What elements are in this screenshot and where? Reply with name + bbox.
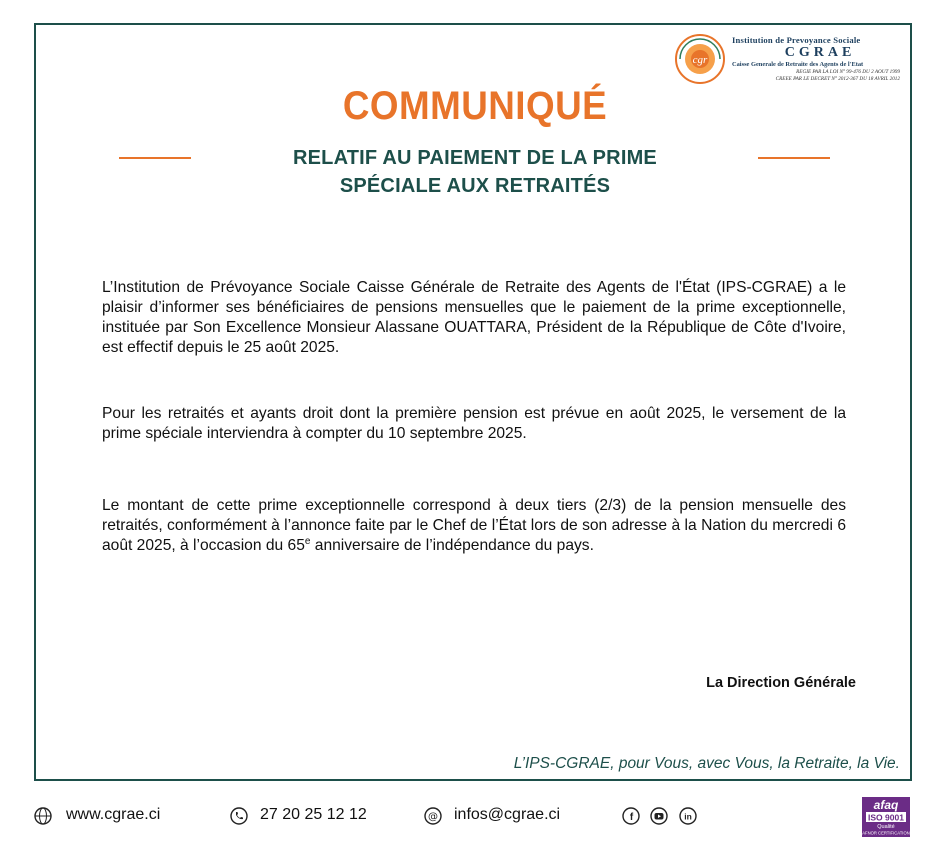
phone-icon: [230, 807, 248, 825]
facebook-icon[interactable]: [622, 807, 640, 825]
paragraph-intro: L’Institution de Prévoyance Sociale Caisse Générale de Retraite des Agents de l'État (IPS-CGRAE) a le plaisir d’informer ses bénéficiaires de pensions mensuelles que le paiement de la prime exceptionnelle, instituée par Son Excellence Monsieur Alassane OUATTARA, Président de la République de Côte d'Ivoire, est effectif depuis le 25 août 2025.: [102, 279, 846, 356]
signature: La Direction Générale: [706, 675, 856, 691]
afaq-iso-label: ISO 9001: [868, 812, 904, 823]
logo-line-law: REGIE PAR LA LOI N° 99-476 DU 2 AOUT 1999: [796, 69, 900, 75]
cgrae-logo: [674, 33, 908, 85]
svg-text:cgr: cgr: [692, 54, 708, 66]
paragraph-schedule: Pour les retraités et ayants droit dont la première pension est prévue en août 2025, le versement de la prime spéciale interviendra à compter du 10 septembre 2025.: [102, 405, 846, 442]
slogan: L’IPS-CGRAE, pour Vous, avec Vous, la Retraite, la Vie.: [513, 755, 900, 772]
footer-email-link[interactable]: infos@cgrae.ci: [454, 806, 561, 823]
cgrae-emblem-icon: [674, 33, 726, 85]
afaq-iso-badge: [862, 797, 910, 837]
paragraph-amount-text: Le montant de cette prime exceptionnelle correspond à deux tiers (2/3) de la pension mensuelle des retraités, conformément à l’annonce faite par le Chef de l’État lors de son adresse à la Nation du mercredi 6 août 2025, à l’occasion du 65: [102, 497, 846, 554]
afaq-org: AFNOR CERTIFICATION: [862, 830, 910, 836]
linkedin-icon[interactable]: [679, 807, 697, 825]
footer-phone[interactable]: 27 20 25 12 12: [260, 806, 367, 823]
at-sign-icon: [424, 807, 442, 825]
paragraph-amount: [102, 496, 846, 556]
page-title: COMMUNIQUÉ: [342, 84, 608, 128]
svg-text:in: in: [684, 811, 692, 822]
svg-text:@: @: [428, 811, 438, 823]
logo-line-decree: CREEE PAR LE DECRET N° 2012-367 DU 18 AVRIL 2012: [775, 76, 900, 82]
svg-text:f: f: [629, 812, 634, 823]
logo-line-caisse: Caisse Generale de Retraite des Agents de l'Etat: [732, 61, 864, 68]
ordinal-superscript: e: [304, 535, 311, 547]
youtube-icon[interactable]: [650, 807, 668, 825]
globe-icon: [34, 807, 52, 825]
document-frame: [34, 23, 912, 781]
page-subtitle-line1: RELATIF AU PAIEMENT DE LA PRIME: [293, 147, 657, 169]
logo-line-cgrae: CGRAE: [784, 45, 856, 60]
afaq-brand: afaq: [873, 798, 899, 812]
afaq-badge-graphic: [862, 797, 910, 837]
footer-website-link[interactable]: www.cgrae.ci: [66, 806, 161, 823]
logo-line-institution: Institution de Prevoyance Sociale: [732, 35, 861, 45]
footer: [0, 803, 950, 829]
paragraph-amount-end: anniversaire de l’indépendance du pays.: [310, 537, 594, 554]
page-subtitle-line2: SPÉCIALE AUX RETRAITÉS: [339, 175, 611, 197]
afaq-quality: Qualité: [877, 824, 895, 830]
